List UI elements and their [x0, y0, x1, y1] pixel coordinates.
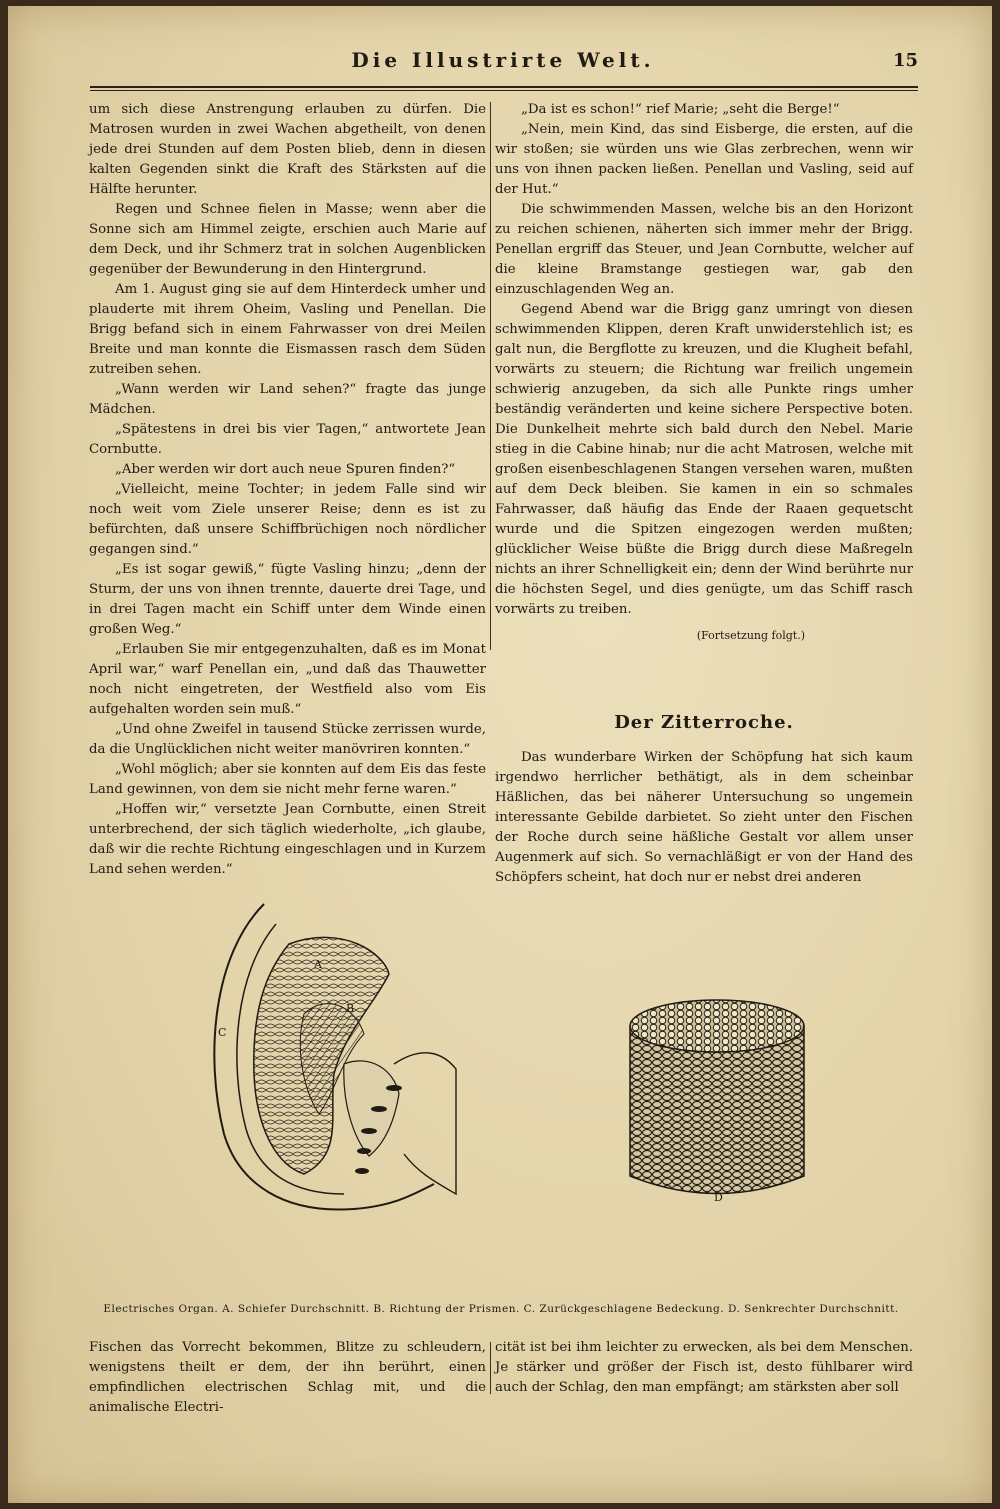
paragraph: „Wohl möglich; aber sie konnten auf dem Eis das feste Land gewinnen, von dem sie nicht mehr ferne waren.“: [89, 762, 486, 797]
column-divider: [490, 102, 491, 650]
figure-caption: Electrisches Organ. A. Schiefer Durchschnitt. B. Richtung der Prismen. C. Zurückgeschlagene Bedeckung. D. Senkrechter Durchschnitt.: [103, 1303, 899, 1315]
paragraph: „Wann werden wir Land sehen?“ fragte das junge Mädchen.: [89, 382, 486, 417]
right-column: [495, 100, 913, 646]
continuation-note: (Fortsetzung folgt.): [696, 629, 805, 642]
bottom-right-column: [495, 1338, 913, 1398]
paragraph: Fischen das Vorrecht bekommen, Blitze zu schleudern, wenigstens theilt er dem, der ihn berührt, einen empfindlichen electrischen Schlag mit, und die animalische Electri-: [89, 1340, 486, 1415]
paragraph: Regen und Schnee fielen in Masse; wenn aber die Sonne sich am Himmel zeigte, erschien auch Marie auf dem Deck, und ihr Schmerz trat in solchen Augenblicken gegenüber der Bewunderung in den Hintergrund.: [89, 202, 486, 277]
paragraph: Am 1. August ging sie auf dem Hinterdeck umher und plauderte mit ihrem Oheim, Vasling und Penellan. Die Brigg befand sich in einem Fahrwasser von drei Meilen Breite und man konnte die Eismassen rasch dem Süden zutreiben sehen.: [89, 282, 486, 377]
electric-organ-section-illustration: [194, 894, 464, 1234]
column-divider: [490, 1342, 491, 1394]
label-a: A: [314, 958, 322, 971]
paragraph: „Es ist sogar gewiß,“ fügte Vasling hinzu; „denn der Sturm, der uns von ihnen trennte, dauerte drei Tage, und in drei Tagen macht ein Schiff unter dem Winde einen großen Weg.“: [89, 562, 486, 637]
gill-slit: [355, 1168, 369, 1174]
label-b: B: [346, 1002, 355, 1015]
paragraph: „Vielleicht, meine Tochter; in jedem Falle sind wir noch weit vom Ziele unserer Reise; denn es ist zu befürchten, daß unsere Schiffbrüchigen noch nördlicher gegangen sind.“: [89, 482, 486, 557]
header-rule: [90, 86, 918, 91]
gill-slit: [357, 1148, 371, 1154]
paragraph: „Erlauben Sie mir entgegenzuhalten, daß es im Monat April war,“ warf Penellan ein, „und daß das Thauwetter noch nicht eingetreten, der Westfield also vom Eis aufgehalten worden sein muß.“: [89, 642, 486, 717]
label-d: D: [714, 1191, 723, 1204]
gill-slit: [386, 1085, 402, 1091]
section-title: Der Zitterroche.: [614, 712, 794, 733]
paragraph: um sich diese Anstrengung erlauben zu dürfen. Die Matrosen wurden in zwei Wachen abgetheilt, von denen jede drei Stunden auf dem Posten blieb, denn in diesen kalten Gegenden sinkt die Kraft des Stärksten auf die Hälfte herunter.: [89, 102, 486, 197]
paragraph: „Aber werden wir dort auch neue Spuren finden?“: [115, 462, 456, 477]
paragraph: Gegend Abend war die Brigg ganz umringt von diesen schwimmenden Klippen, deren Kraft unwiderstehlich ist; es galt nun, die Bergflotte zu kreuzen, und die Klugheit befahl, vorwärts zu steuern; die Richtung war freilich ungemein schwierig anzugeben, da sich alle Punkte rings umher beständig veränderten und keine sichere Perspective boten. Die Dunkelheit mehrte sich bald durch den Nebel. Marie stieg in die Cabine hinab; nur die acht Matrosen, welche mit großen eisenbeschlagenen Stangen versehen waren, mußten auf dem Deck bleiben. Sie kamen in ein so schmales Fahrwasser, daß häufig das Ende der Raaen gequetscht wurde und die Spitzen eingezogen werden mußten; glücklicher Weise büßte die Brigg durch diese Maßregeln nichts an ihrer Schnelligkeit ein; denn der Wind berührte nur die höchsten Segel, und dies genügte, um das Schiff rasch vorwärts zu treiben.: [495, 302, 913, 617]
paragraph: cität ist bei ihm leichter zu erwecken, als bei dem Menschen. Je stärker und größer der Fisch ist, desto fühlbarer wird auch der Schlag, den man empfängt; am stärksten aber soll: [495, 1340, 913, 1395]
bottom-left-column: [89, 1338, 486, 1418]
prism-bundle-illustration: [622, 996, 812, 1206]
page-number: 15: [892, 50, 918, 71]
page-header: [88, 44, 918, 88]
paragraph: Das wunderbare Wirken der Schöpfung hat sich kaum irgendwo herrlicher bethätigt, als in dem scheinbar Häßlichen, das bei näherer Untersuchung so ungemein interessante Gebilde darbietet. So zieht unter den Fischen der Roche durch seine häßliche Gestalt vor allem unser Augenmerk auf sich. So vernachläßigt er von der Hand des Schöpfers scheint, hat doch nur er nebst drei anderen: [495, 750, 913, 885]
paragraph: „Da ist es schon!“ rief Marie; „seht die Berge!“: [521, 102, 840, 117]
publication-title: Die Illustrirte Welt.: [351, 48, 655, 72]
paragraph: Die schwimmenden Massen, welche bis an den Horizont zu reichen schienen, näherten sich immer mehr der Brigg. Penellan ergriff das Steuer, und Jean Cornbutte, welcher auf die kleine Bramstange gestiegen war, gab den einzuschlagenden Weg an.: [495, 202, 913, 297]
paragraph: „Und ohne Zweifel in tausend Stücke zerrissen wurde, da die Unglücklichen nicht weiter manövriren konnten.“: [89, 722, 486, 757]
section-column: [495, 748, 913, 888]
gill-slit: [361, 1128, 377, 1134]
paragraph: „Spätestens in drei bis vier Tagen,“ antwortete Jean Cornbutte.: [89, 422, 486, 457]
paragraph: „Hoffen wir,“ versetzte Jean Cornbutte, einen Streit unterbrechend, der sich täglich wiederholte, „ich glaube, daß wir die rechte Richtung eingeschlagen und in Kurzem Land sehen werden.“: [89, 802, 486, 877]
paragraph: „Nein, mein Kind, das sind Eisberge, die ersten, auf die wir stoßen; sie würden uns wie Glas zerbrechen, wenn wir uns von ihnen packen ließen. Penellan und Vasling, seid auf der Hut.“: [495, 122, 913, 197]
left-column: [89, 100, 486, 880]
newspaper-page: [8, 6, 992, 1503]
label-c: C: [218, 1026, 227, 1039]
gill-slit: [371, 1106, 387, 1112]
